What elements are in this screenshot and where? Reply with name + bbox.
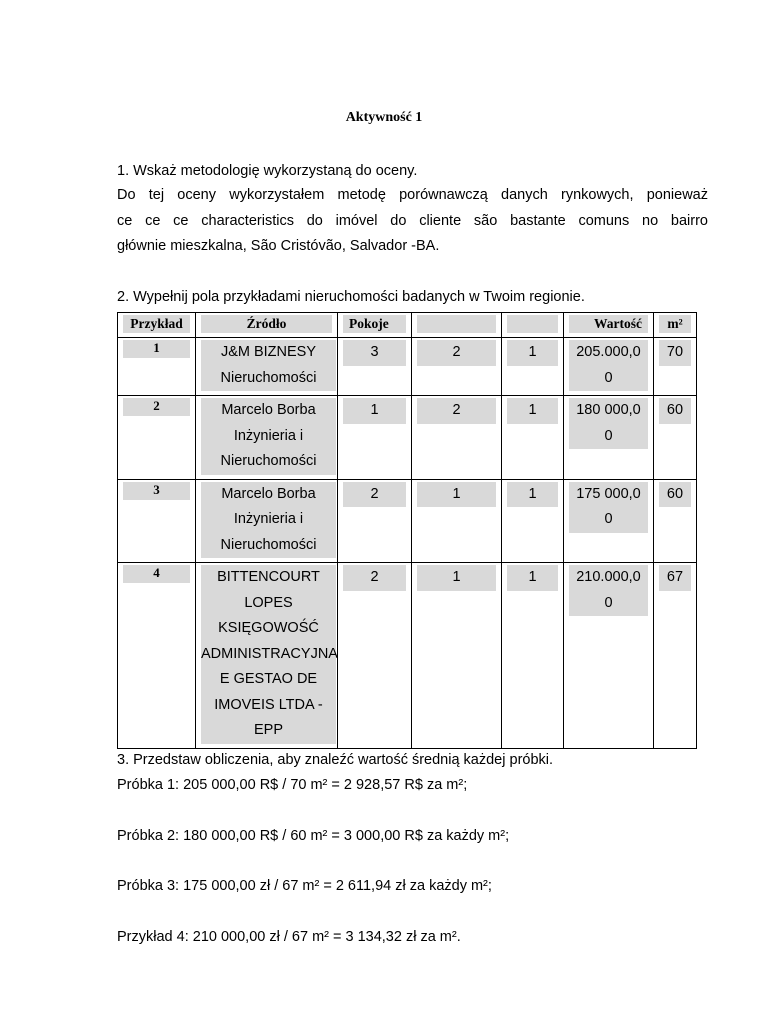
table-body	[118, 338, 697, 749]
section1-line2: ce ce ce characteristics do imóvel do cliente são bastante comuns no bairro	[117, 213, 708, 229]
cell-example-number: 3	[118, 479, 196, 563]
cell-col4: 1	[412, 563, 502, 749]
cell-area: 70	[654, 338, 697, 396]
calc-sample-4: Przykład 4: 210 000,00 zł / 67 m² = 3 134,32 zł za m².	[117, 929, 461, 945]
cell-rooms: 3	[338, 338, 412, 396]
cell-col5: 1	[502, 563, 564, 749]
header-cell-source: Źródło	[196, 313, 338, 338]
table-row	[118, 396, 697, 480]
calc-sample-2: Próbka 2: 180 000,00 R$ / 60 m² = 3 000,00 R$ za każdy m²;	[117, 828, 510, 844]
cell-value: 180 000,0 0	[564, 396, 654, 480]
cell-col5: 1	[502, 338, 564, 396]
cell-example-number: 2	[118, 396, 196, 480]
table-row	[118, 563, 697, 749]
cell-source: J&M BIZNESY Nieruchomości	[196, 338, 338, 396]
table-header-row	[118, 313, 697, 338]
cell-example-number: 1	[118, 338, 196, 396]
cell-col4: 2	[412, 338, 502, 396]
calc-sample-3: Próbka 3: 175 000,00 zł / 67 m² = 2 611,94 zł za każdy m²;	[117, 878, 492, 894]
cell-col4: 1	[412, 479, 502, 563]
section1-line3: głównie mieszkalna, São Cristóvão, Salvador -BA.	[117, 238, 440, 254]
cell-source: Marcelo Borba Inżynieria i Nieruchomości	[196, 479, 338, 563]
cell-area: 60	[654, 479, 697, 563]
cell-source: BITTENCOURT LOPES KSIĘGOWOŚĆ ADMINISTRACYJNA E GESTAO DE IMOVEIS LTDA - EPP	[196, 563, 338, 749]
header-cell-example: Przykład	[118, 313, 196, 338]
cell-source: Marcelo Borba Inżynieria i Nieruchomości	[196, 396, 338, 480]
table-row	[118, 338, 697, 396]
cell-col5: 1	[502, 396, 564, 480]
cell-col5: 1	[502, 479, 564, 563]
cell-value: 205.000,0 0	[564, 338, 654, 396]
header-cell-rooms: Pokoje	[338, 313, 412, 338]
calc-sample-1: Próbka 1: 205 000,00 R$ / 70 m² = 2 928,57 R$ za m²;	[117, 777, 468, 793]
document-title: Aktywność 1	[345, 110, 423, 125]
table-row	[118, 479, 697, 563]
header-cell-value: Wartość	[564, 313, 654, 338]
cell-rooms: 2	[338, 563, 412, 749]
header-cell-area: m²	[654, 313, 697, 338]
section1-heading: 1. Wskaż metodologię wykorzystaną do oceny.	[117, 163, 418, 179]
section3-heading: 3. Przedstaw obliczenia, aby znaleźć wartość średnią każdej próbki.	[117, 752, 554, 768]
header-cell-empty-1	[412, 313, 502, 338]
cell-area: 60	[654, 396, 697, 480]
cell-col4: 2	[412, 396, 502, 480]
cell-rooms: 2	[338, 479, 412, 563]
cell-example-number: 4	[118, 563, 196, 749]
header-cell-empty-2	[502, 313, 564, 338]
cell-area: 67	[654, 563, 697, 749]
cell-value: 210.000,0 0	[564, 563, 654, 749]
cell-value: 175 000,0 0	[564, 479, 654, 563]
section1-line1: Do tej oceny wykorzystałem metodę porównawczą danych rynkowych, ponieważ	[117, 187, 708, 203]
properties-table	[117, 312, 697, 749]
section2-heading: 2. Wypełnij pola przykładami nieruchomości badanych w Twoim regionie.	[117, 289, 585, 305]
cell-rooms: 1	[338, 396, 412, 480]
